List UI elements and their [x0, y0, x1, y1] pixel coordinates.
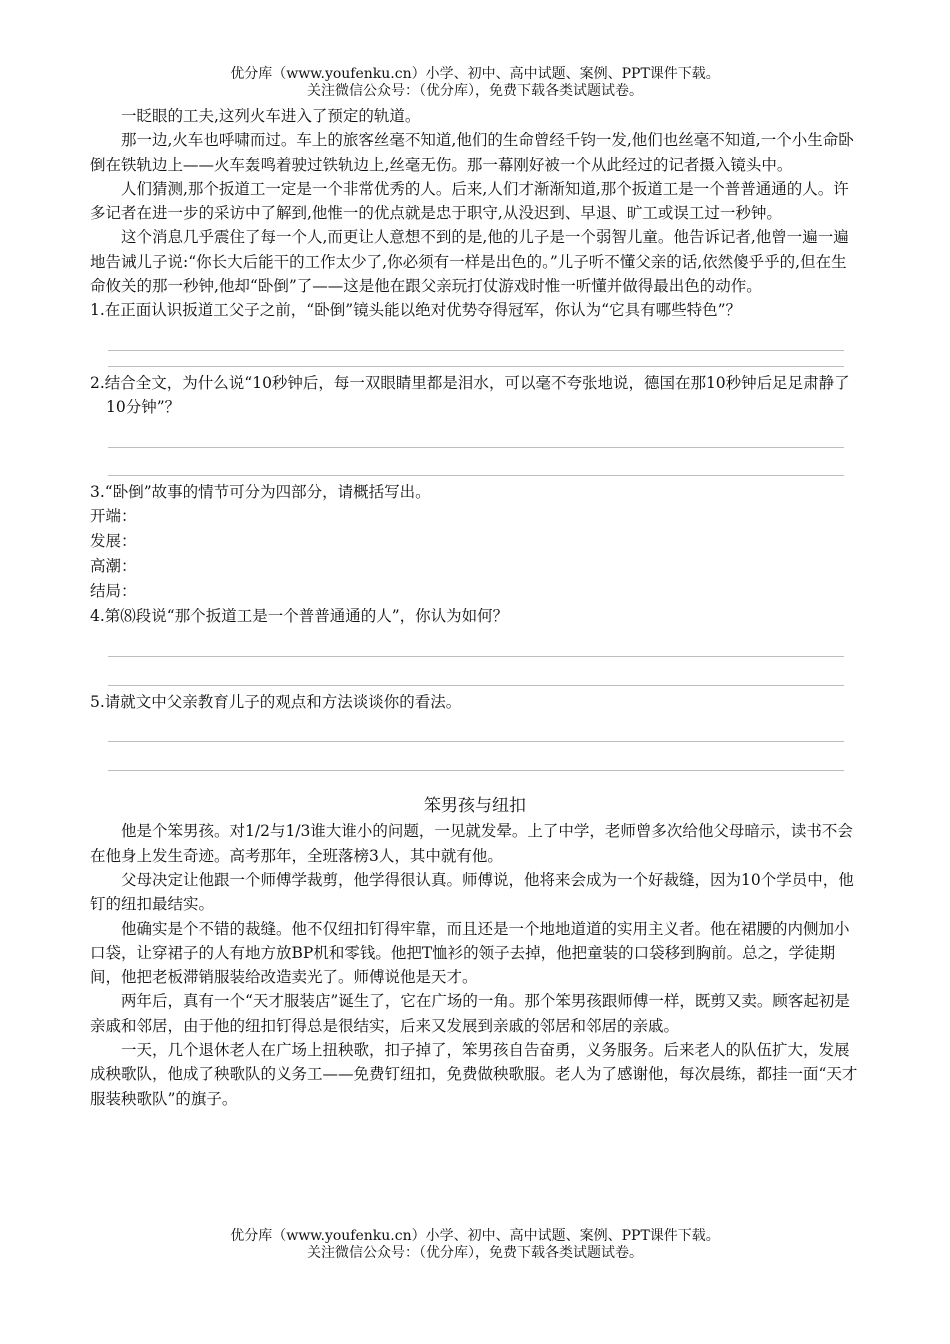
paragraph: 他确实是个不错的裁缝。他不仅纽扣钉得牢靠，而且还是一个地地道道的实用主义者。他在裙腰的内侧加小口袋，让穿裙子的人有地方放BP机和零钱。他把T恤衫的领子去掉，他把童装的口袋移到胸前。总之，学徒期间，他把老板滞销服装给改造卖光了。师傅说他是天才。 — [90, 919, 850, 987]
answer-line[interactable] — [108, 714, 844, 742]
answer-line[interactable] — [108, 420, 844, 448]
page-footer — [0, 1228, 950, 1262]
plot-part-ending: 结局： — [90, 582, 137, 601]
question-2: 2.结合全文，为什么说“10秒钟后，每一双眼睛里都是泪水，可以毫不夸张地说，德国在那10秒钟后足足肃静了10分钟”？ — [90, 373, 850, 417]
paragraph: 这个消息几乎震住了每一个人,而更让人意想不到的是,他的儿子是一个弱智儿童。他告诉记者,他曾一遍一遍地告诫儿子说:“你长大后能干的工作太少了,你必须有一样是出色的。”儿子听不懂父亲的话,依然傻乎乎的,但在生命攸关的那一秒钟,他却“卧倒”了——这是他在跟父亲玩打仗游戏时惟一听懂并做得最出色的动作。 — [90, 228, 849, 296]
document-body — [90, 104, 860, 1111]
paragraph: 一天，几个退休老人在广场上扭秧歌，扣子掉了，笨男孩自告奋勇，义务服务。后来老人的队伍扩大，发展成秧歌队，他成了秧歌队的义务工——免费钉纽扣，免费做秧歌服。老人为了感谢他，每次晨练，都挂一面“天才服装秧歌队”的旗子。 — [90, 1041, 858, 1108]
answer-line[interactable] — [108, 742, 844, 771]
paragraph: 两年后，真有一个“天才服装店”诞生了，它在广场的一角。那个笨男孩跟师傅一样，既剪又卖。顾客起初是亲戚和邻居，由于他的纽扣钉得总是很结实，后来又发展到亲戚的邻居和邻居的亲戚。 — [90, 992, 850, 1035]
answer-line[interactable] — [108, 448, 844, 476]
footer-line-1: 优分库（www.youfenku.cn）小学、初中、高中试题、案例、PPT课件下载。 — [230, 1228, 720, 1244]
story-1 — [90, 104, 860, 298]
plot-part-development: 发展： — [90, 532, 137, 551]
paragraph: 那一边,火车也呼啸而过。车上的旅客丝毫不知道,他们的生命曾经千钧一发,他们也丝毫不知道,一个小生命卧倒在铁轨边上——火车轰鸣着驶过铁轨边上,丝毫无伤。那一幕刚好被一个从此经过的记者摄入镜头中。 — [90, 131, 854, 174]
plot-part-climax: 高潮： — [90, 557, 137, 576]
paragraph: 他是个笨男孩。对1/2与1/3谁大谁小的问题，一见就发晕。上了中学，老师曾多次给他父母暗示，读书不会在他身上发生奇迹。高考那年，全班落榜3人，其中就有他。 — [90, 822, 853, 865]
paragraph: 父母决定让他跟一个师傅学裁剪，他学得很认真。师傅说，他将来会成为一个好裁缝，因为10个学员中，他钉的纽扣最结实。 — [90, 870, 854, 914]
question-4: 4.第⑻段说“那个扳道工是一个普普通通的人”，你认为如何？ — [90, 607, 509, 626]
question-1: 1.在正面认识扳道工父子之前，“卧倒”镜头能以绝对优势夺得冠军，你认为“它具有哪些特色”？ — [90, 301, 741, 320]
answer-line[interactable] — [108, 351, 844, 367]
answer-line[interactable] — [108, 629, 844, 657]
story-title: 笨男孩与纽扣 — [424, 796, 526, 817]
paragraph: 人们猜测,那个扳道工一定是一个非常优秀的人。后来,人们才渐渐知道,那个扳道工是一个普普通通的人。许多记者在进一步的采访中了解到,他惟一的优点就是忠于职守,从没迟到、早退、旷工或误工过一秒钟。 — [90, 179, 849, 223]
question-3: 3.“卧倒”故事的情节可分为四部分，请概括写出。 — [90, 482, 431, 501]
header-line-1: 优分库（www.youfenku.cn）小学、初中、高中试题、案例、PPT课件下载。 — [230, 66, 720, 82]
footer-line-2: 关注微信公众号：（优分库），免费下载各类试题试卷。 — [307, 1245, 643, 1261]
story-2 — [90, 793, 860, 1111]
questions-section — [90, 298, 860, 771]
header-line-2: 关注微信公众号：（优分库），免费下载各类试题试卷。 — [307, 83, 643, 99]
question-5: 5.请就文中父亲教育儿子的观点和方法谈谈你的看法。 — [90, 692, 462, 711]
page-header — [0, 66, 950, 100]
paragraph: 一眨眼的工夫,这列火车进入了预定的轨道。 — [121, 107, 421, 125]
plot-part-beginning: 开端： — [90, 507, 137, 526]
answer-line[interactable] — [108, 323, 844, 351]
answer-line[interactable] — [108, 657, 844, 686]
